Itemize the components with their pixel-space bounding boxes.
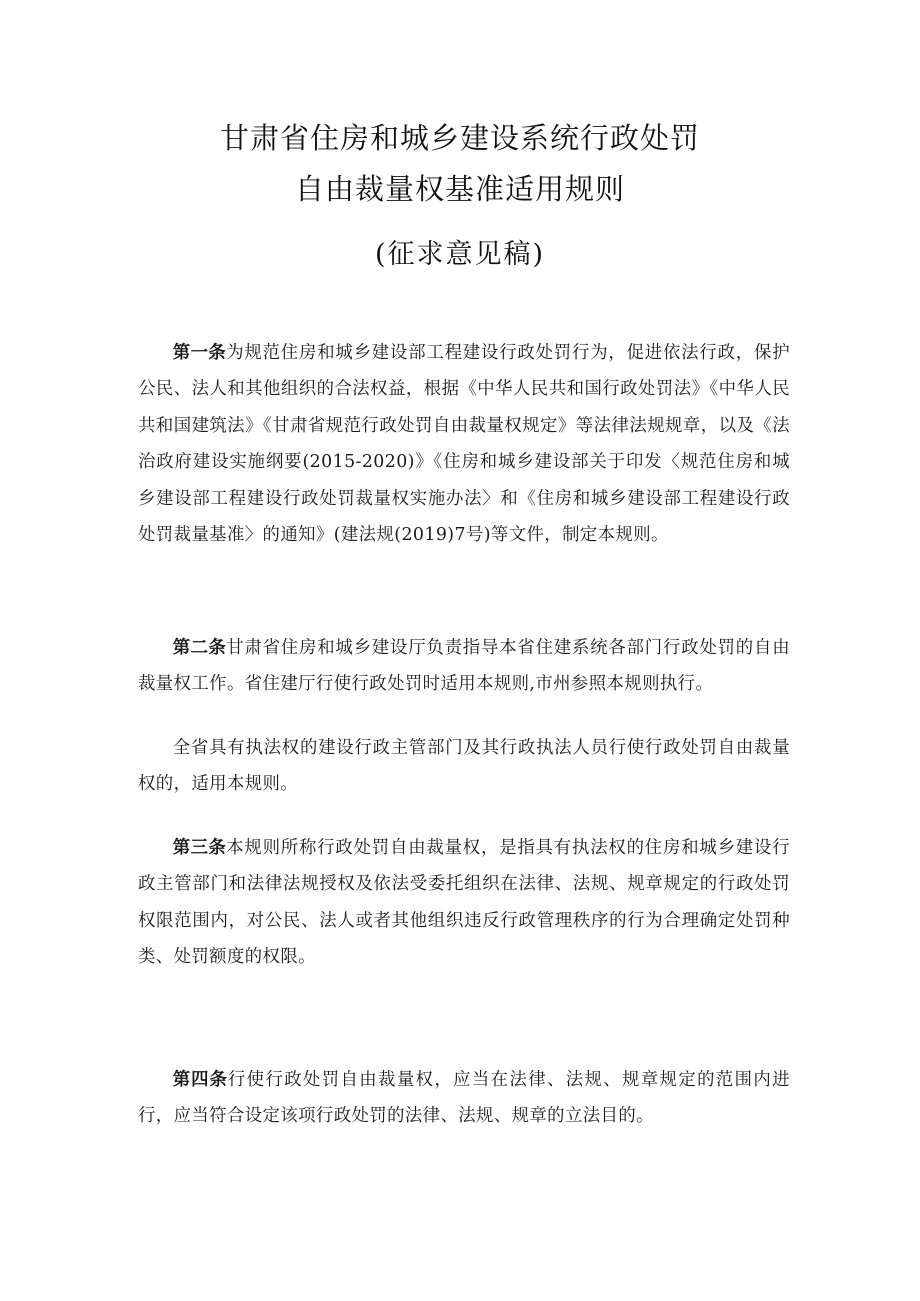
paragraph-text: 行使行政处罚自由裁量权，应当在法律、法规、规章规定的范围内进行，应当符合设定该项行政处罚的法律、法规、规章的立法目的。 [138,1070,790,1127]
article-number: 第四条 [172,1070,228,1090]
paragraph-text: 本规则所称行政处罚自由裁量权，是指具有执法权的住房和城乡建设行政主管部门和法律法规授权及依法受委托组织在法律、法规、规章规定的行政处罚权限范围内，对公民、法人或者其他组织违反行政管理秩序的行为合理确定处罚种类、处罚额度的权限。 [138,838,790,968]
paragraph-text: 甘肃省住房和城乡建设厅负责指导本省住建系统各部门行政处罚的自由裁量权工作。省住建厅行使行政处罚时适用本规则,市州参照本规则执行。 [138,638,790,695]
paragraph-article-4 [138,1062,790,1135]
document-title-line1: 甘肃省住房和城乡建设系统行政处罚 [219,121,700,155]
paragraph-text: 为规范住房和城乡建设部工程建设行政处罚行为，促进依法行政，保护公民、法人和其他组织的合法权益，根据《中华人民共和国行政处罚法》《中华人民共和国建筑法》《甘肃省规范行政处罚自由裁量权规定》等法律法规规章，以及《法治政府建设实施纲要(2015-2020)》《住房和城乡建设部关于印发〈规范住房和城乡建设部工程建设行政处罚裁量权实施办法〉和《住房和城乡建设部工程建设行政处罚裁量基准〉的通知》(建法规(2019)7号)等文件，制定本规则。 [138,343,790,546]
document-title-line2: 自由裁量权基准适用规则 [294,172,625,206]
paragraph-article-1 [138,335,790,553]
article-number: 第一条 [172,343,227,363]
paragraph-article-3 [138,830,790,976]
paragraph-article-2 [138,630,790,703]
paragraph-article-2-continued [138,730,790,803]
paragraph-text: 全省具有执法权的建设行政主管部门及其行政执法人员行使行政处罚自由裁量权的，适用本规则。 [138,738,790,795]
article-number: 第三条 [172,838,227,858]
article-number: 第二条 [172,638,227,658]
document-subtitle: (征求意见稿) [374,239,546,270]
